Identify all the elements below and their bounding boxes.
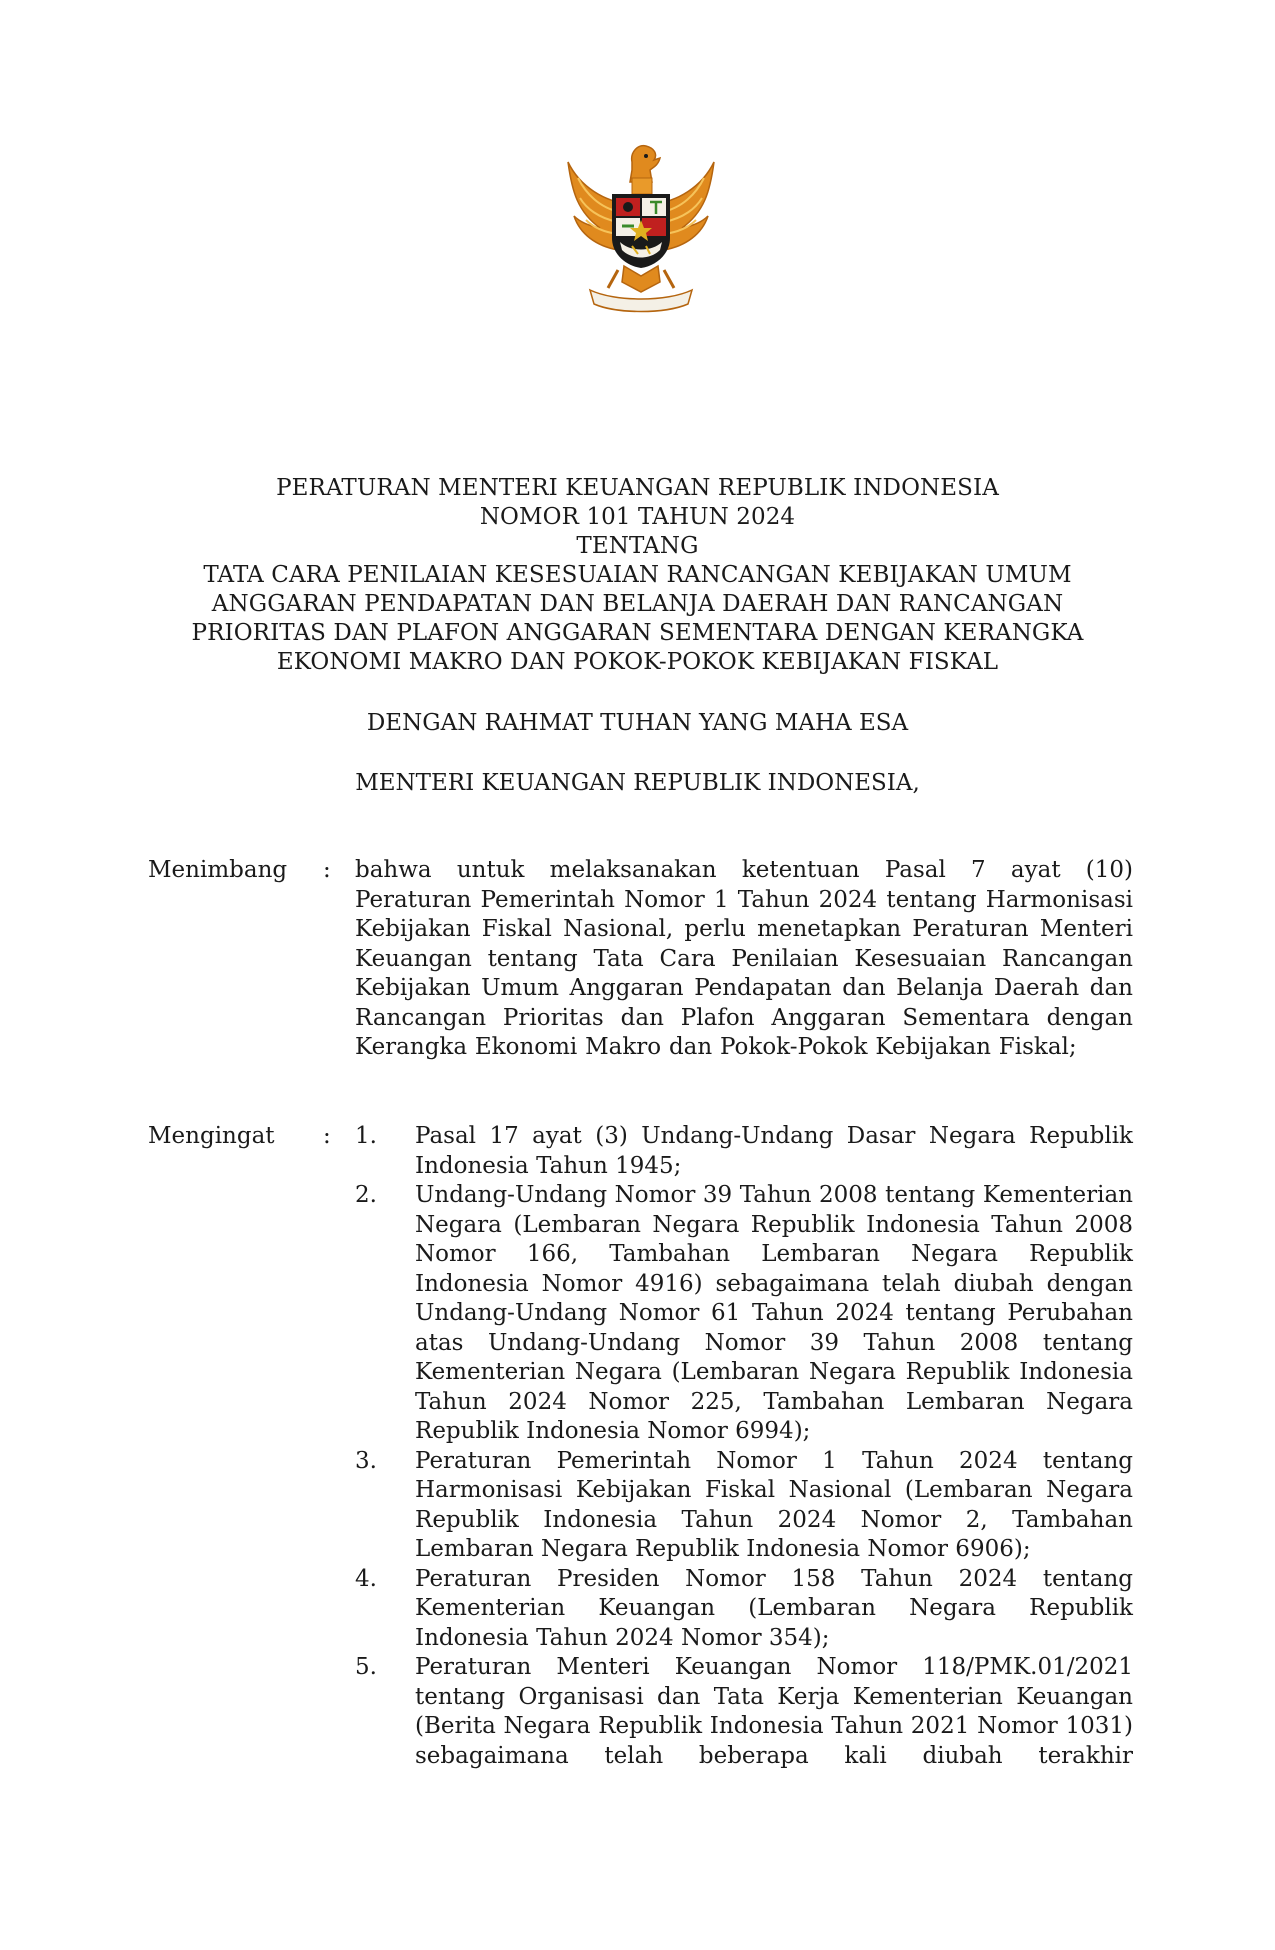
list-item-number: 3. [355,1447,377,1474]
garuda-emblem-icon [560,142,722,314]
list-item [355,1181,1133,1447]
list-item [355,1653,1133,1771]
list-item-text: Peraturan Menteri Keuangan Nomor 118/PMK.01/2021 tentang Organisasi dan Tata Kerja Kementerian Keuangan (Berita Negara Republik Indonesia Tahun 2021 Nomor 1031) sebagaimana telah beberapa kali diubah terakhir [415,1654,1133,1769]
menimbang-text: bahwa untuk melaksanakan ketentuan Pasal 7 ayat (10) Peraturan Pemerintah Nomor 1 Tahun 2024 tentang Harmonisasi Kebijakan Fiskal Nasional, perlu menetapkan Peraturan Menteri Keuangan tentang Tata Cara Penilaian Kesesuaian Rancangan Kebijakan Umum Anggaran Pendapatan dan Belanja Daerah dan Rancangan Prioritas dan Plafon Anggaran Sementara dengan Kerangka Ekonomi Makro dan Pokok-Pokok Kebijakan Fiskal; [355,857,1133,1060]
mengingat-label: Mengingat [148,1123,275,1149]
invocation: DENGAN RAHMAT TUHAN YANG MAHA ESA [366,710,909,736]
list-item-text: Undang-Undang Nomor 39 Tahun 2008 tentang Kementerian Negara (Lembaran Negara Republik Indonesia Tahun 2008 Nomor 166, Tambahan Lembaran Negara Republik Indonesia Nomor 4916) sebagaimana telah diubah dengan Undang-Undang Nomor 61 Tahun 2024 tentang Perubahan atas Undang-Undang Nomor 39 Tahun 2008 tentang Kementerian Negara (Lembaran Negara Republik Indonesia Tahun 2024 Nomor 225, Tambahan Lembaran Negara Republik Indonesia Nomor 6994); [415,1182,1133,1444]
subject-line-2: ANGGARAN PENDAPATAN DAN BELANJA DAERAH DAN RANCANGAN [211,591,1064,617]
title-line-3: TENTANG [576,533,699,559]
list-item [355,1447,1133,1565]
title-line-1: PERATURAN MENTERI KEUANGAN REPUBLIK INDONESIA [276,475,999,501]
list-item-text: Peraturan Presiden Nomor 158 Tahun 2024 tentang Kementerian Keuangan (Lembaran Negara Republik Indonesia Tahun 2024 Nomor 354); [415,1565,1133,1651]
list-item-number: 2. [355,1182,377,1208]
title-line-2: NOMOR 101 TAHUN 2024 [479,504,796,530]
regulation-title [150,474,1125,677]
list-item-number: 4. [355,1565,377,1592]
list-item-text: Peraturan Pemerintah Nomor 1 Tahun 2024 tentang Harmonisasi Kebijakan Fiskal Nasional (Lembaran Negara Republik Indonesia Tahun 2024 Nomor 2, Tambahan Lembaran Negara Republik Indonesia Nomor 6906); [415,1447,1133,1562]
menimbang-label: Menimbang [148,857,288,883]
mengingat-list [355,1122,1133,1771]
garuda-emblem-svg [560,142,722,314]
list-item-text: Pasal 17 ayat (3) Undang-Undang Dasar Negara Republik Indonesia Tahun 1945; [415,1123,1133,1179]
list-item-number: 1. [355,1123,377,1149]
list-item-number: 5. [355,1654,377,1680]
subject-line-3: PRIORITAS DAN PLAFON ANGGARAN SEMENTARA DENGAN KERANGKA [191,620,1084,646]
mengingat-colon: : [323,1123,331,1149]
menimbang-colon: : [323,857,331,883]
subject-line-1: TATA CARA PENILAIAN KESESUAIAN RANCANGAN KEBIJAKAN UMUM [203,562,1072,588]
authority: MENTERI KEUANGAN REPUBLIK INDONESIA, [355,770,920,796]
list-item [355,1565,1133,1654]
list-item [355,1122,1133,1181]
subject-line-4: EKONOMI MAKRO DAN POKOK-POKOK KEBIJAKAN FISKAL [276,649,999,675]
